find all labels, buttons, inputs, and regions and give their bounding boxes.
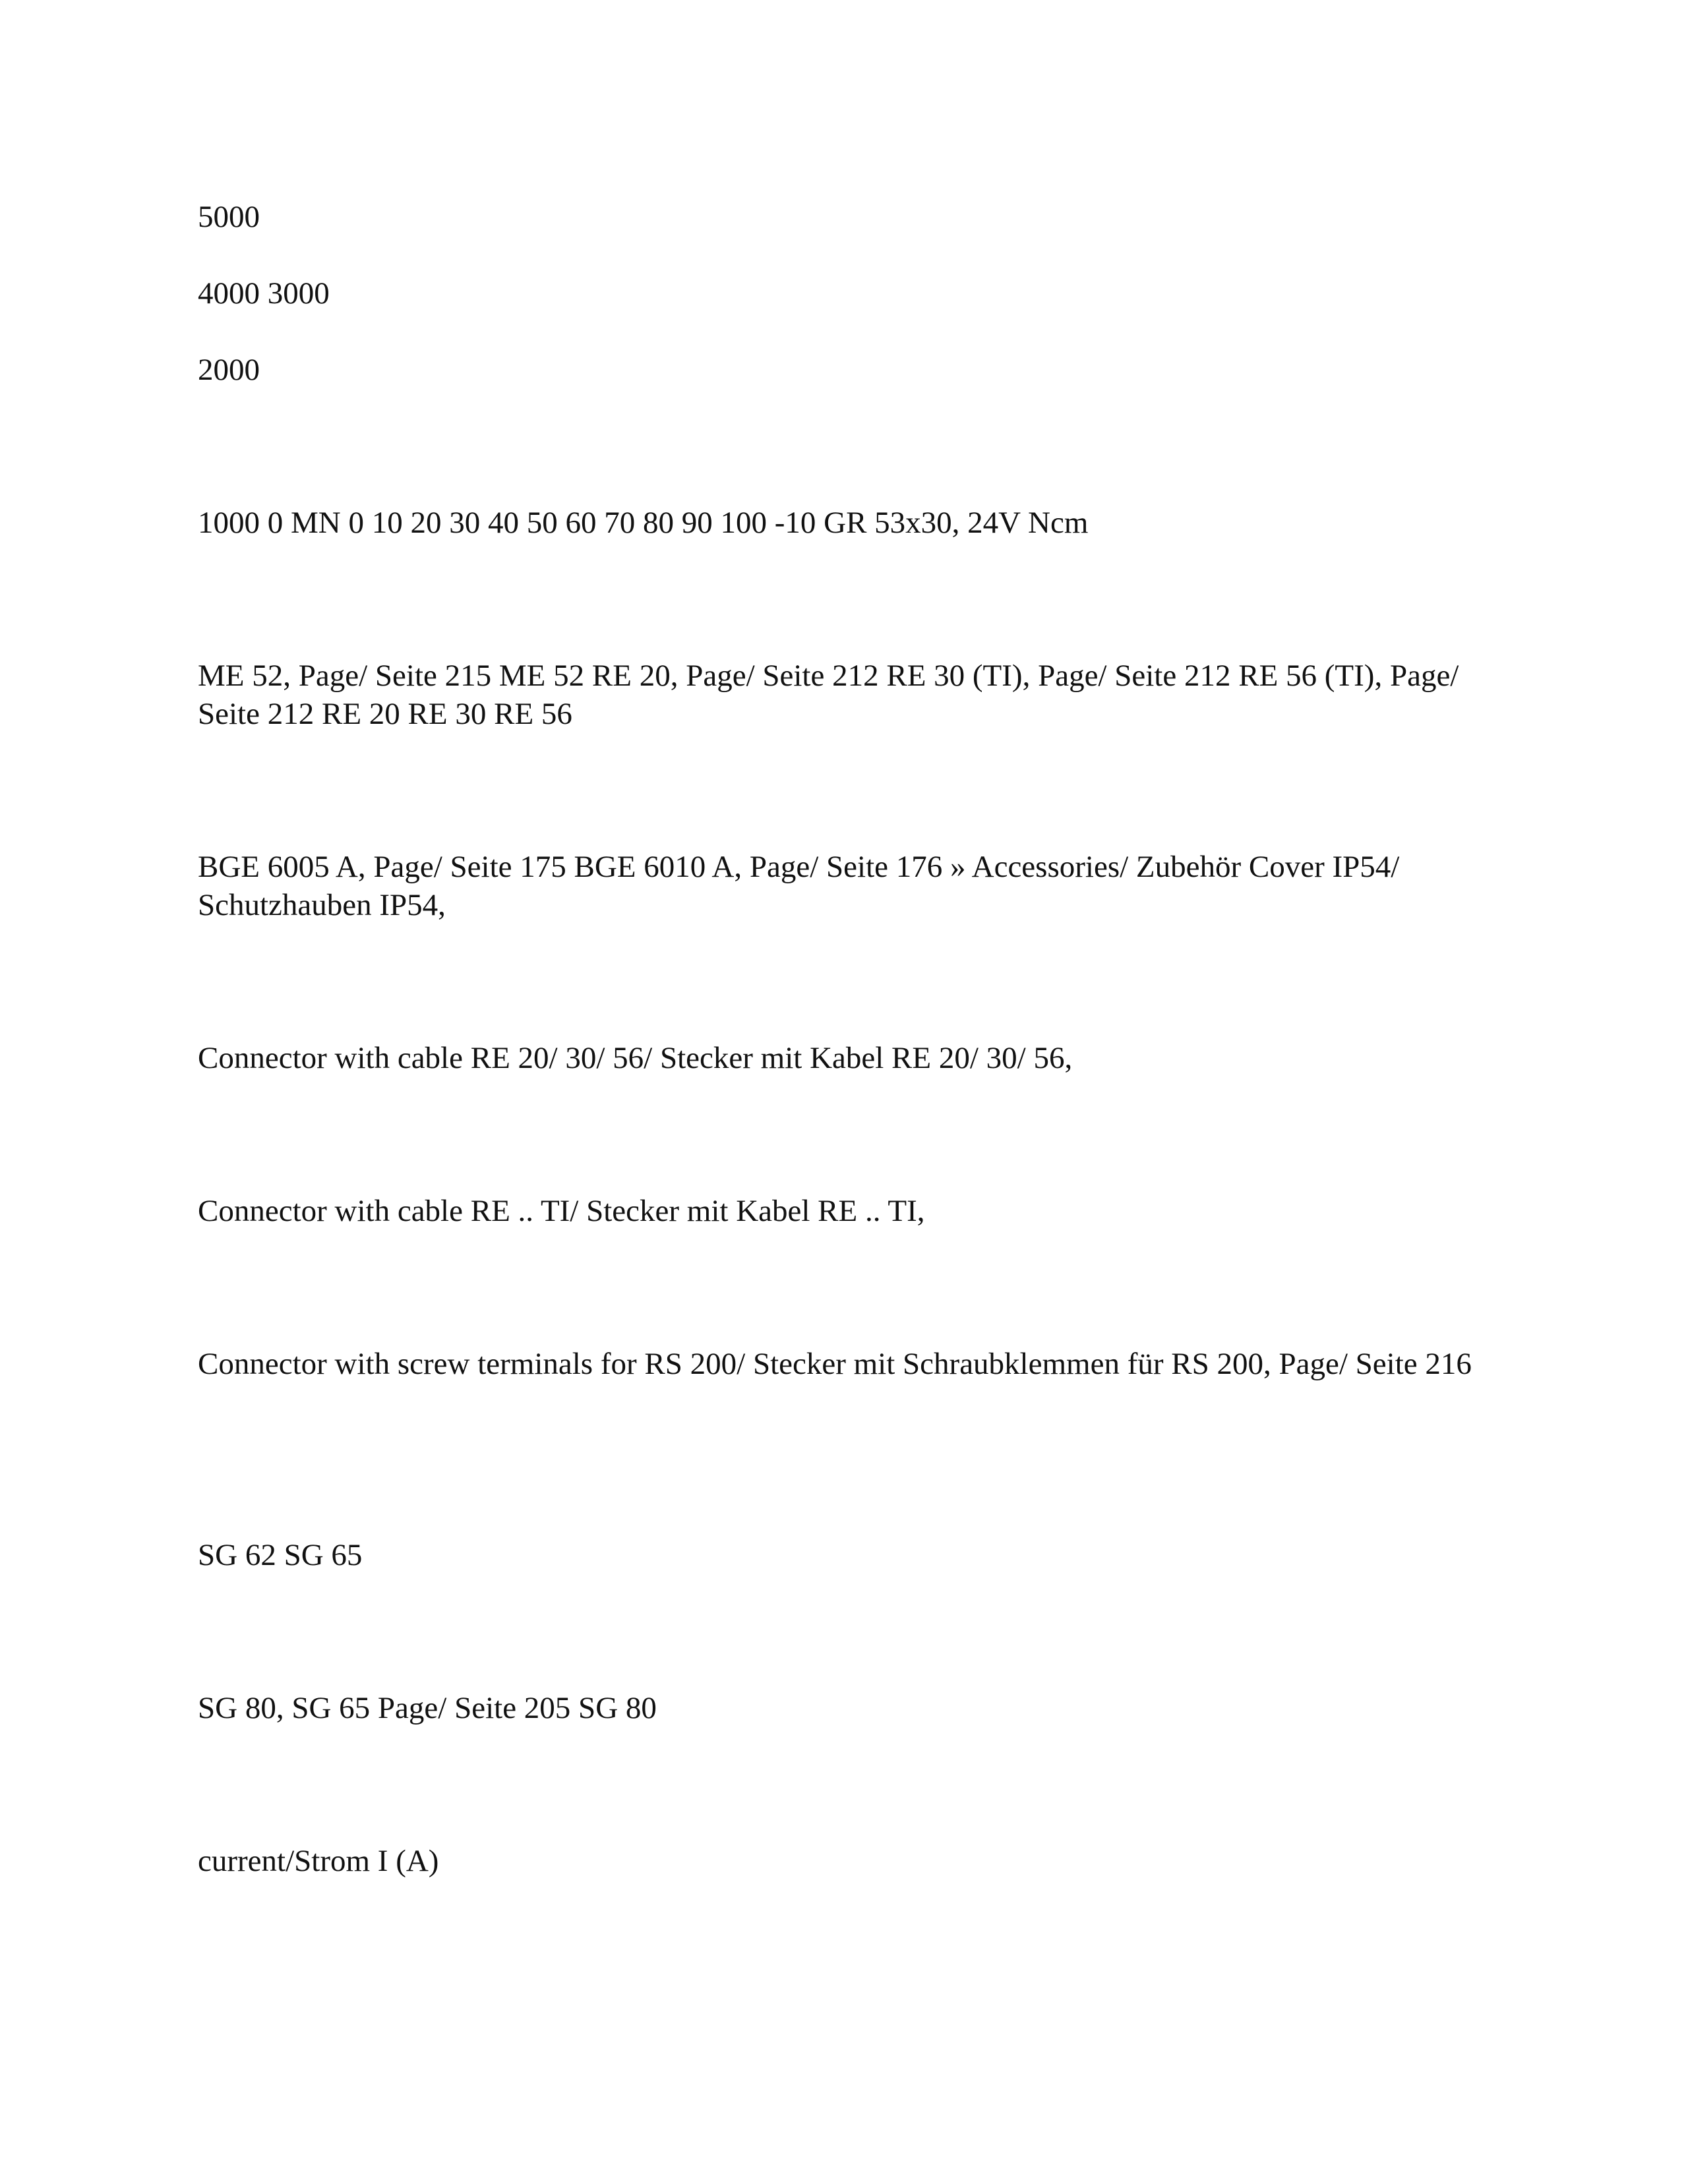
text-line-sg-80-65: SG 80, SG 65 Page/ Seite 205 SG 80 [198,1691,657,1725]
text-line-me-re-references: ME 52, Page/ Seite 215 ME 52 RE 20, Page/ Seite 212 RE 30 (TI), Page/ Seite 212 RE 56 (TI), Page/ Seite 212 RE 20 RE 30 RE 56 [198,659,1459,731]
text-line-2000: 2000 [198,353,260,387]
text-line-connector-cable-ti: Connector with cable RE .. TI/ Stecker mit Kabel RE .. TI, [198,1194,925,1228]
text-line-connector-screw-terminals: Connector with screw terminals for RS 200/ Stecker mit Schraubklemmen für RS 200, Page/ Seite 216 [198,1347,1472,1381]
text-line-current: current/Strom I (A) [198,1844,439,1878]
text-line-5000: 5000 [198,200,260,234]
text-line-bge-accessories: BGE 6005 A, Page/ Seite 175 BGE 6010 A, Page/ Seite 176 » Accessories/ Zubehör Cover IP54/ Schutzhauben IP54, [198,850,1400,922]
text-line-4000-3000: 4000 3000 [198,276,330,310]
text-line-connector-cable-re: Connector with cable RE 20/ 30/ 56/ Stecker mit Kabel RE 20/ 30/ 56, [198,1041,1073,1075]
text-line-axis-values: 1000 0 MN 0 10 20 30 40 50 60 70 80 90 100 -10 GR 53x30, 24V Ncm [198,506,1089,540]
text-line-sg-62-65: SG 62 SG 65 [198,1538,363,1572]
